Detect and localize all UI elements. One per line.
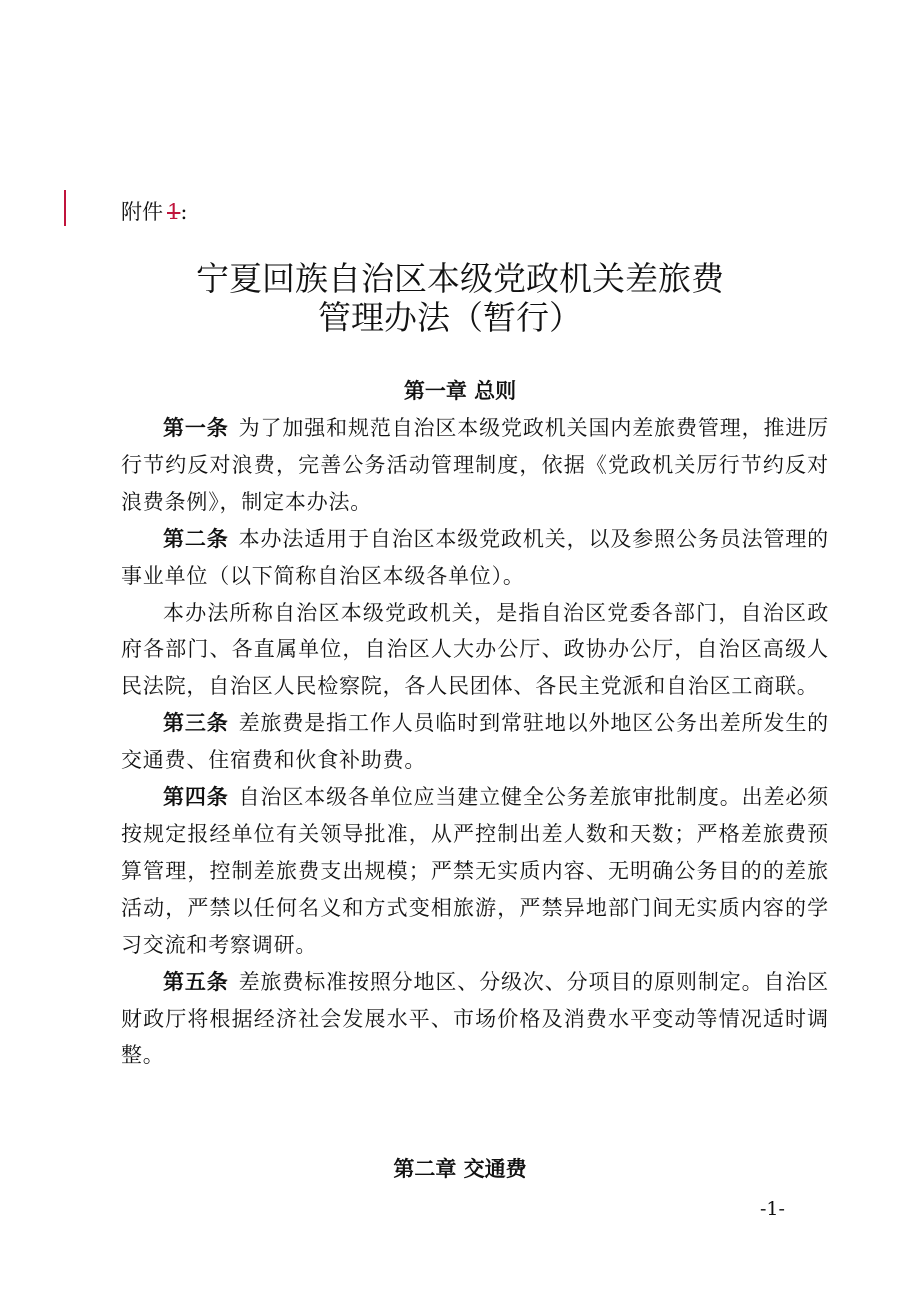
article-text: 本办法适用于自治区本级党政机关，以及参照公务员法管理的事业单位（以下简称自治区本级各单位）。 bbox=[121, 526, 829, 588]
document-title-line-2: 管理办法（暂行） bbox=[318, 298, 582, 337]
article-5 bbox=[121, 964, 829, 1075]
article-label: 第三条 bbox=[163, 710, 229, 736]
article-text: 为了加强和规范自治区本级党政机关国内差旅费管理，推进厉行节约反对浪费，完善公务活动管理制度，依据《党政机关厉行节约反对浪费条例》，制定本办法。 bbox=[121, 416, 829, 514]
document-title-line-1: 宁夏回族自治区本级党政机关差旅费 bbox=[196, 259, 724, 298]
article-2 bbox=[121, 521, 829, 595]
article-label: 第二条 bbox=[163, 525, 229, 551]
article-label: 第五条 bbox=[163, 968, 229, 994]
article-label: 第一条 bbox=[163, 415, 229, 440]
attachment-text: 附件 bbox=[121, 200, 163, 224]
revision-bar bbox=[64, 190, 66, 226]
article-label: 第四条 bbox=[163, 784, 229, 810]
page-number: -1- bbox=[760, 1198, 785, 1220]
article-text: 自治区本级各单位应当建立健全公务差旅审批制度。出差必须按规定报经单位有关领导批准，从严控制出差人数和天数；严格差旅费预算管理，控制差旅费支出规模；严禁无实质内容、无明确公务目的的差旅活动，严禁以任何名义和方式变相旅游，严禁异地部门间无实质内容的学习交流和考察调研。 bbox=[121, 785, 829, 957]
article-text: 本办法所称自治区本级党政机关，是指自治区党委各部门，自治区政府各部门、各直属单位，自治区人大办公厅、政协办公厅，自治区高级人民法院，自治区人民检察院，各人民团体、各民主党派和自治区工商联。 bbox=[121, 600, 829, 699]
attachment-colon: : bbox=[180, 200, 188, 224]
document-body bbox=[121, 410, 829, 1074]
article-text: 差旅费标准按照分地区、分级次、分项目的原则制定。自治区财政厅将根据经济社会发展水平、市场价格及消费水平变动等情况适时调整。 bbox=[121, 969, 829, 1068]
chapter-two-heading: 第二章 交通费 bbox=[393, 1157, 527, 1181]
article-text: 差旅费是指工作人员临时到常驻地以外地区公务出差所发生的交通费、住宿费和伙食补助费。 bbox=[121, 711, 829, 773]
article-3 bbox=[121, 705, 829, 779]
article-2-paragraph-2 bbox=[121, 595, 829, 706]
attachment-struck-number: 1 bbox=[167, 200, 181, 224]
chapter-one-heading: 第一章 总则 bbox=[403, 379, 517, 403]
article-1 bbox=[121, 410, 829, 521]
article-4 bbox=[121, 779, 829, 964]
attachment-label bbox=[121, 196, 187, 228]
